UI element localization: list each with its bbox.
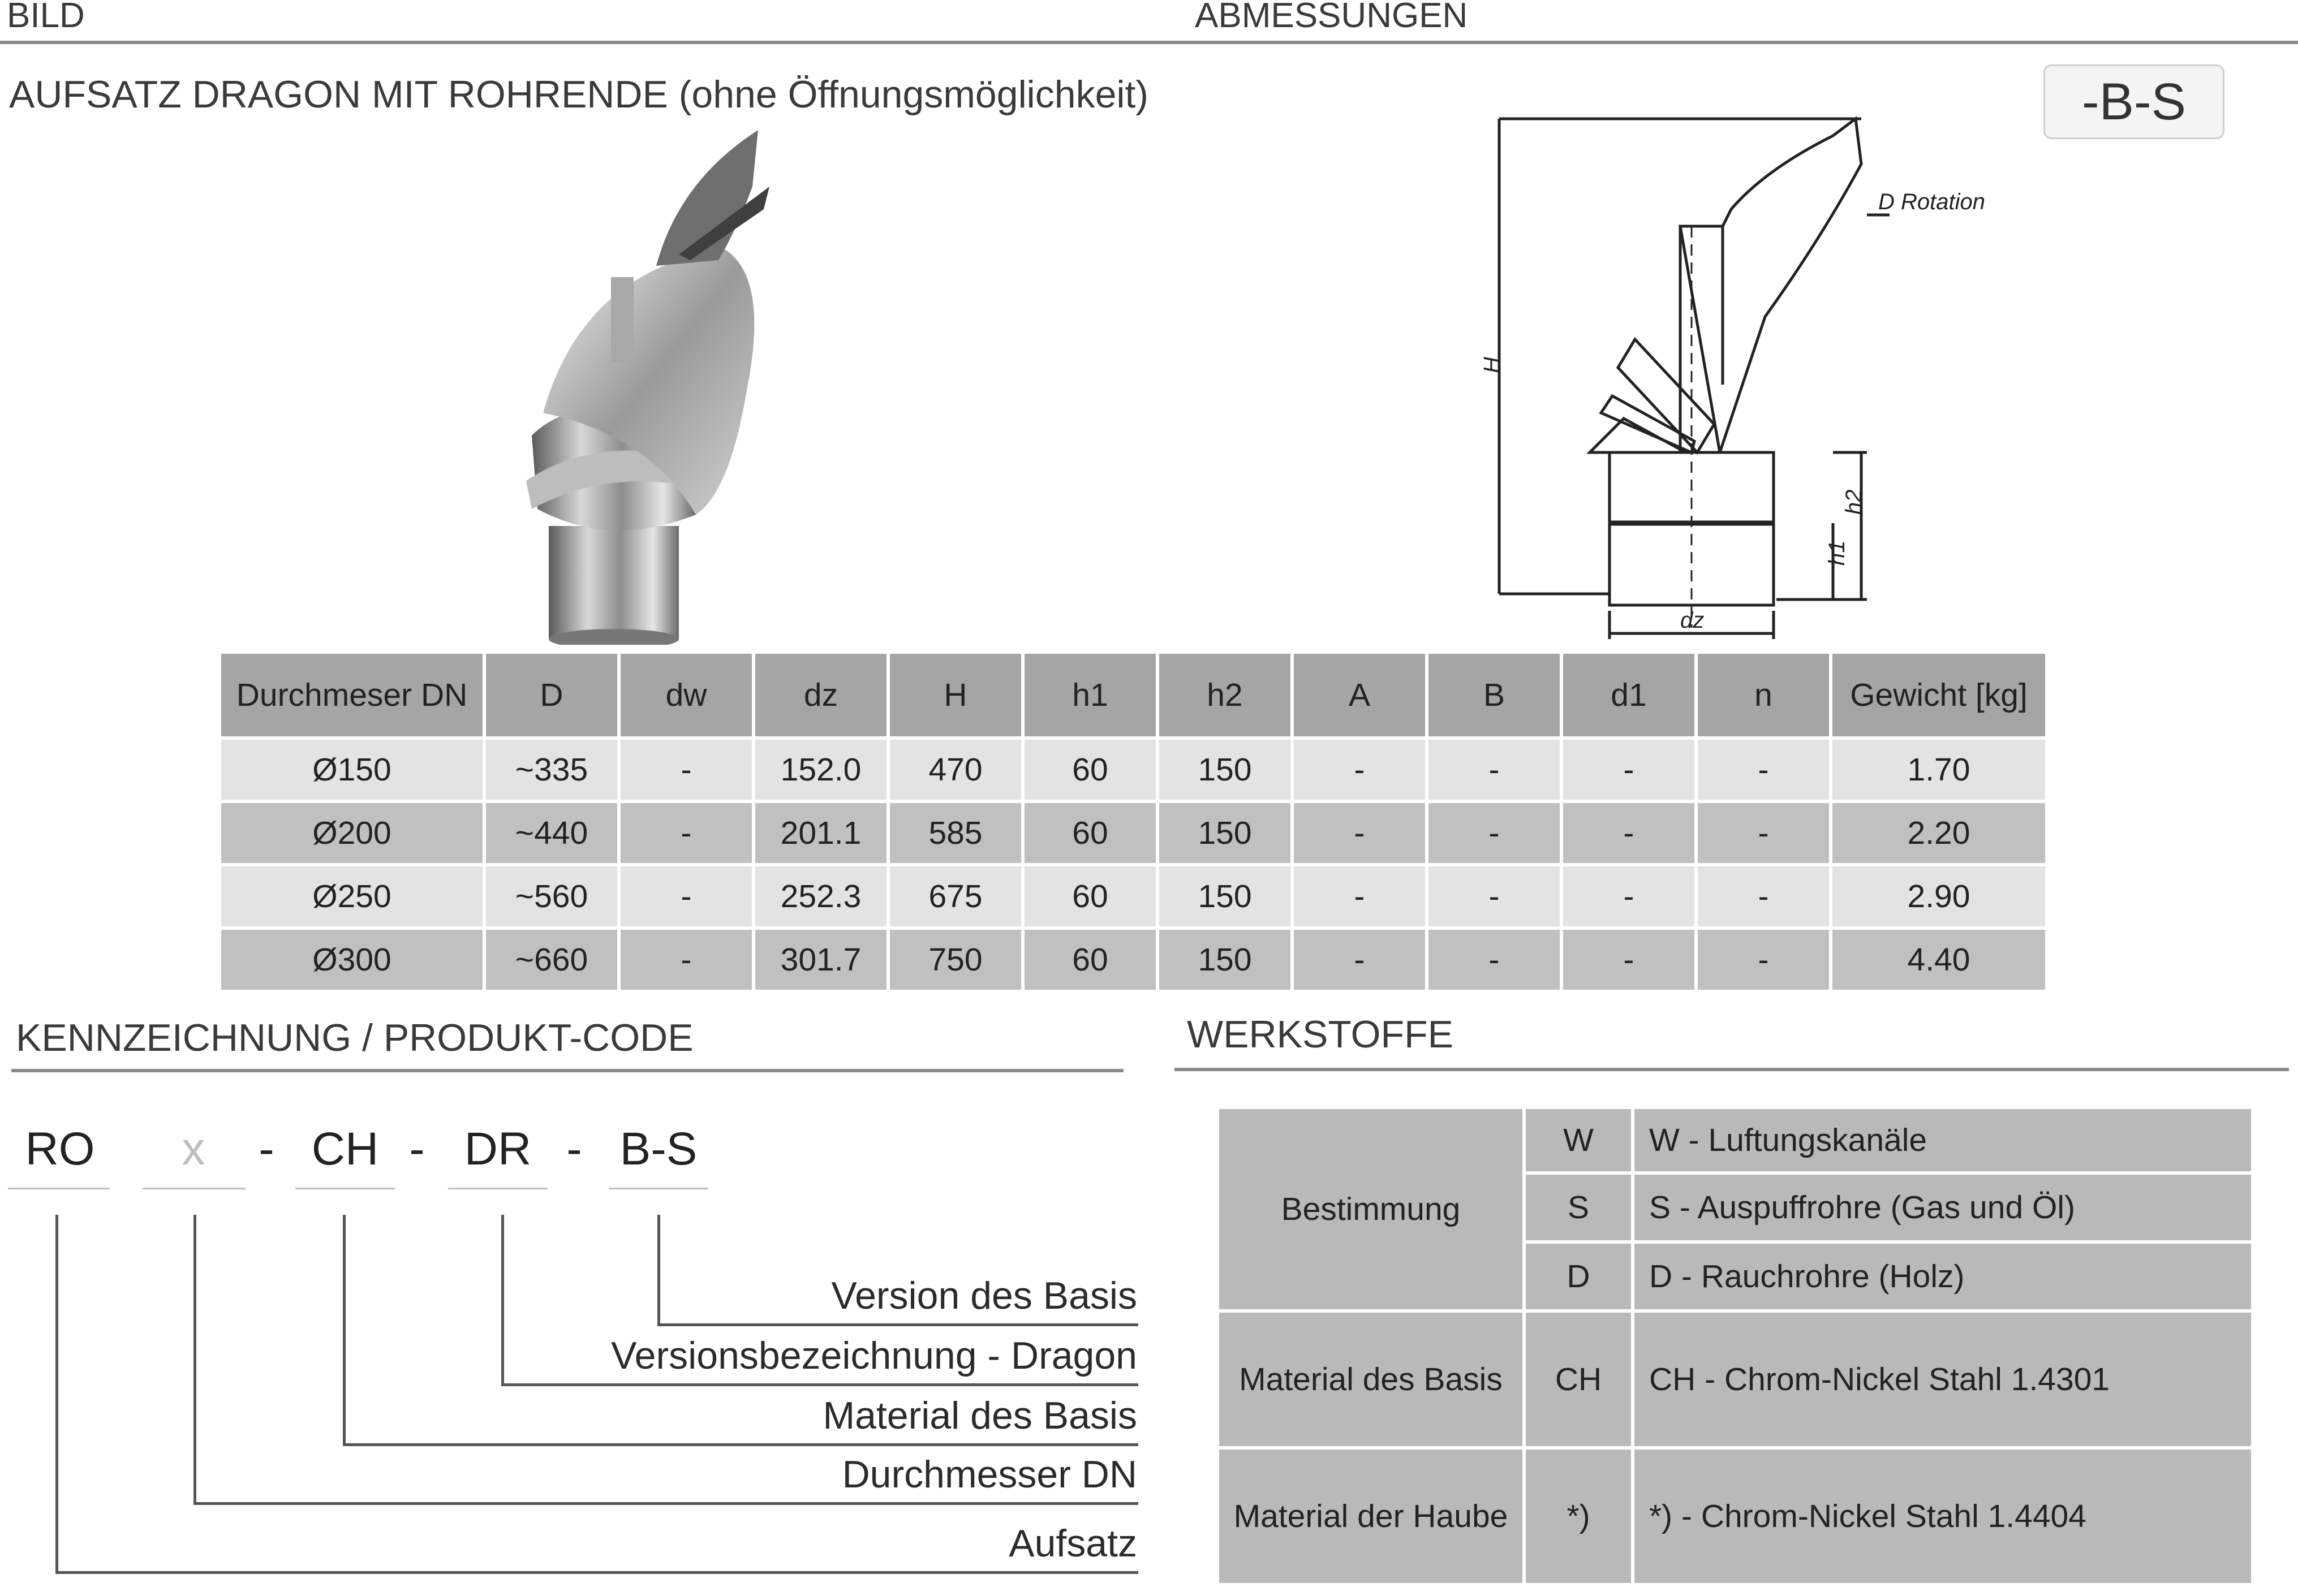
table-cell: 585: [890, 803, 1021, 863]
table-cell: 60: [1025, 866, 1156, 926]
table-cell: -: [1428, 803, 1560, 863]
materials-row: [1219, 1450, 2251, 1583]
table-cell: -: [1563, 866, 1694, 926]
technical-drawing: [1471, 102, 2071, 645]
dimensions-table: [218, 650, 2049, 993]
col-header: d1: [1563, 654, 1694, 736]
col-header: dz: [755, 654, 887, 736]
materials-group-label: Material der Haube: [1219, 1450, 1522, 1583]
code-label-dragon: Versionsbezeichnung - Dragon: [611, 1334, 1137, 1377]
leader-line: [501, 1215, 504, 1386]
materials-code: CH: [1526, 1313, 1631, 1446]
table-row: [221, 930, 2045, 990]
table-cell: -: [1294, 740, 1425, 800]
code-separator: -: [566, 1123, 582, 1175]
table-cell: Ø200: [221, 803, 483, 863]
table-cell: ~660: [486, 930, 617, 990]
header-abmessungen: ABMESSUNGEN: [1195, 0, 1468, 35]
table-cell: 4.40: [1832, 930, 2045, 990]
col-header: B: [1428, 654, 1560, 736]
table-cell: -: [1698, 803, 1829, 863]
label-h2: h2: [1841, 489, 1866, 515]
leader-line: [657, 1323, 1138, 1326]
table-cell: -: [1563, 740, 1694, 800]
code-underline: [8, 1188, 110, 1189]
table-cell: -: [1698, 740, 1829, 800]
table-cell: -: [1294, 930, 1425, 990]
table-cell: -: [1428, 866, 1560, 926]
table-cell: ~560: [486, 866, 617, 926]
materials-rule: [1174, 1068, 2289, 1071]
table-cell: -: [1294, 866, 1425, 926]
table-cell: Ø300: [221, 930, 483, 990]
materials-row: [1219, 1313, 2251, 1446]
code-separator: -: [409, 1123, 425, 1175]
code-section-title: KENNZEICHNUNG / PRODUKT-CODE: [16, 1016, 694, 1059]
materials-table: [1216, 1106, 2254, 1586]
table-cell: 150: [1159, 740, 1290, 800]
materials-code: S: [1526, 1175, 1631, 1240]
table-cell: 750: [890, 930, 1021, 990]
label-dz: dz: [1680, 608, 1705, 633]
col-header: A: [1294, 654, 1425, 736]
materials-code: W: [1526, 1109, 1631, 1171]
table-cell: -: [1563, 803, 1694, 863]
materials-code: D: [1526, 1244, 1631, 1309]
table-cell: -: [1563, 930, 1694, 990]
col-header: H: [890, 654, 1021, 736]
label-h1: h1: [1824, 540, 1849, 566]
table-cell: -: [1698, 866, 1829, 926]
col-header: dw: [621, 654, 752, 736]
code-label-aufsatz: Aufsatz: [1009, 1522, 1137, 1565]
materials-desc: S - Auspuffrohre (Gas und Öl): [1634, 1175, 2251, 1240]
table-cell: 150: [1159, 866, 1290, 926]
table-cell: -: [1428, 930, 1560, 990]
leader-line: [657, 1215, 660, 1326]
materials-group-label: Material des Basis: [1219, 1313, 1522, 1446]
col-header: h1: [1025, 654, 1156, 736]
code-label-material: Material des Basis: [823, 1394, 1137, 1437]
table-row: [221, 803, 2045, 863]
table-cell: -: [621, 740, 752, 800]
materials-row: [1219, 1109, 2251, 1171]
table-cell: -: [1294, 803, 1425, 863]
table-cell: 2.90: [1832, 866, 2045, 926]
code-label-diameter: Durchmesser DN: [842, 1453, 1137, 1496]
code-section-rule: [11, 1069, 1124, 1072]
table-cell: 1.70: [1832, 740, 2045, 800]
label-H: H: [1479, 357, 1504, 373]
table-cell: ~335: [486, 740, 617, 800]
table-cell: Ø150: [221, 740, 483, 800]
materials-code: *): [1526, 1450, 1631, 1583]
table-cell: 470: [890, 740, 1021, 800]
table-header-row: [221, 654, 2045, 736]
table-row: [221, 740, 2045, 800]
code-underline: [448, 1188, 548, 1189]
table-cell: 150: [1159, 930, 1290, 990]
variant-badge: -B-S: [2043, 64, 2224, 139]
table-cell: 60: [1025, 740, 1156, 800]
table-cell: 201.1: [755, 803, 887, 863]
materials-desc: D - Rauchrohre (Holz): [1634, 1244, 2251, 1309]
label-d-rotation: D Rotation: [1878, 189, 1985, 214]
code-label-version: Version des Basis: [831, 1274, 1137, 1317]
table-cell: 152.0: [755, 740, 887, 800]
table-cell: 675: [890, 866, 1021, 926]
code-underline: [143, 1188, 246, 1189]
table-cell: 60: [1025, 930, 1156, 990]
code-part-bs: B-S: [619, 1123, 698, 1175]
table-row: [221, 866, 2045, 926]
table-cell: 2.20: [1832, 803, 2045, 863]
col-header: Gewicht [kg]: [1832, 654, 2045, 736]
code-part-x: x: [182, 1123, 205, 1175]
leader-line: [193, 1502, 1138, 1505]
col-header: n: [1698, 654, 1829, 736]
materials-group-label: Bestimmung: [1219, 1109, 1522, 1309]
leader-line: [55, 1215, 58, 1573]
materials-title: WERKSTOFFE: [1187, 1013, 1453, 1056]
leader-line: [343, 1215, 346, 1446]
code-underline: [295, 1188, 395, 1189]
table-cell: -: [1698, 930, 1829, 990]
table-cell: 60: [1025, 803, 1156, 863]
table-cell: -: [1428, 740, 1560, 800]
table-cell: 150: [1159, 803, 1290, 863]
table-cell: -: [621, 803, 752, 863]
leader-line: [55, 1571, 1138, 1574]
product-photo: [509, 119, 803, 645]
table-cell: Ø250: [221, 866, 483, 926]
table-cell: -: [621, 866, 752, 926]
code-separator: -: [259, 1123, 274, 1175]
col-header: Durchmeser DN: [221, 654, 483, 736]
table-cell: 301.7: [755, 930, 887, 990]
product-title: AUFSATZ DRAGON MIT ROHRENDE (ohne Öffnungsmöglichkeit): [9, 73, 1149, 116]
leader-line: [343, 1443, 1138, 1446]
code-part-ro: RO: [25, 1123, 95, 1175]
materials-desc: *) - Chrom-Nickel Stahl 1.4404: [1634, 1450, 2251, 1583]
leader-line: [501, 1383, 1138, 1386]
materials-desc: W - Luftungskanäle: [1634, 1109, 2251, 1171]
col-header: h2: [1159, 654, 1290, 736]
code-part-ch: CH: [311, 1123, 379, 1175]
table-cell: -: [621, 930, 752, 990]
col-header: D: [486, 654, 617, 736]
table-cell: 252.3: [755, 866, 887, 926]
table-cell: ~440: [486, 803, 617, 863]
code-part-dr: DR: [464, 1123, 532, 1175]
header-rule: [0, 41, 2298, 44]
leader-line: [193, 1215, 196, 1504]
code-underline: [609, 1188, 708, 1189]
header-bild: BILD: [7, 0, 85, 35]
materials-desc: CH - Chrom-Nickel Stahl 1.4301: [1634, 1313, 2251, 1446]
